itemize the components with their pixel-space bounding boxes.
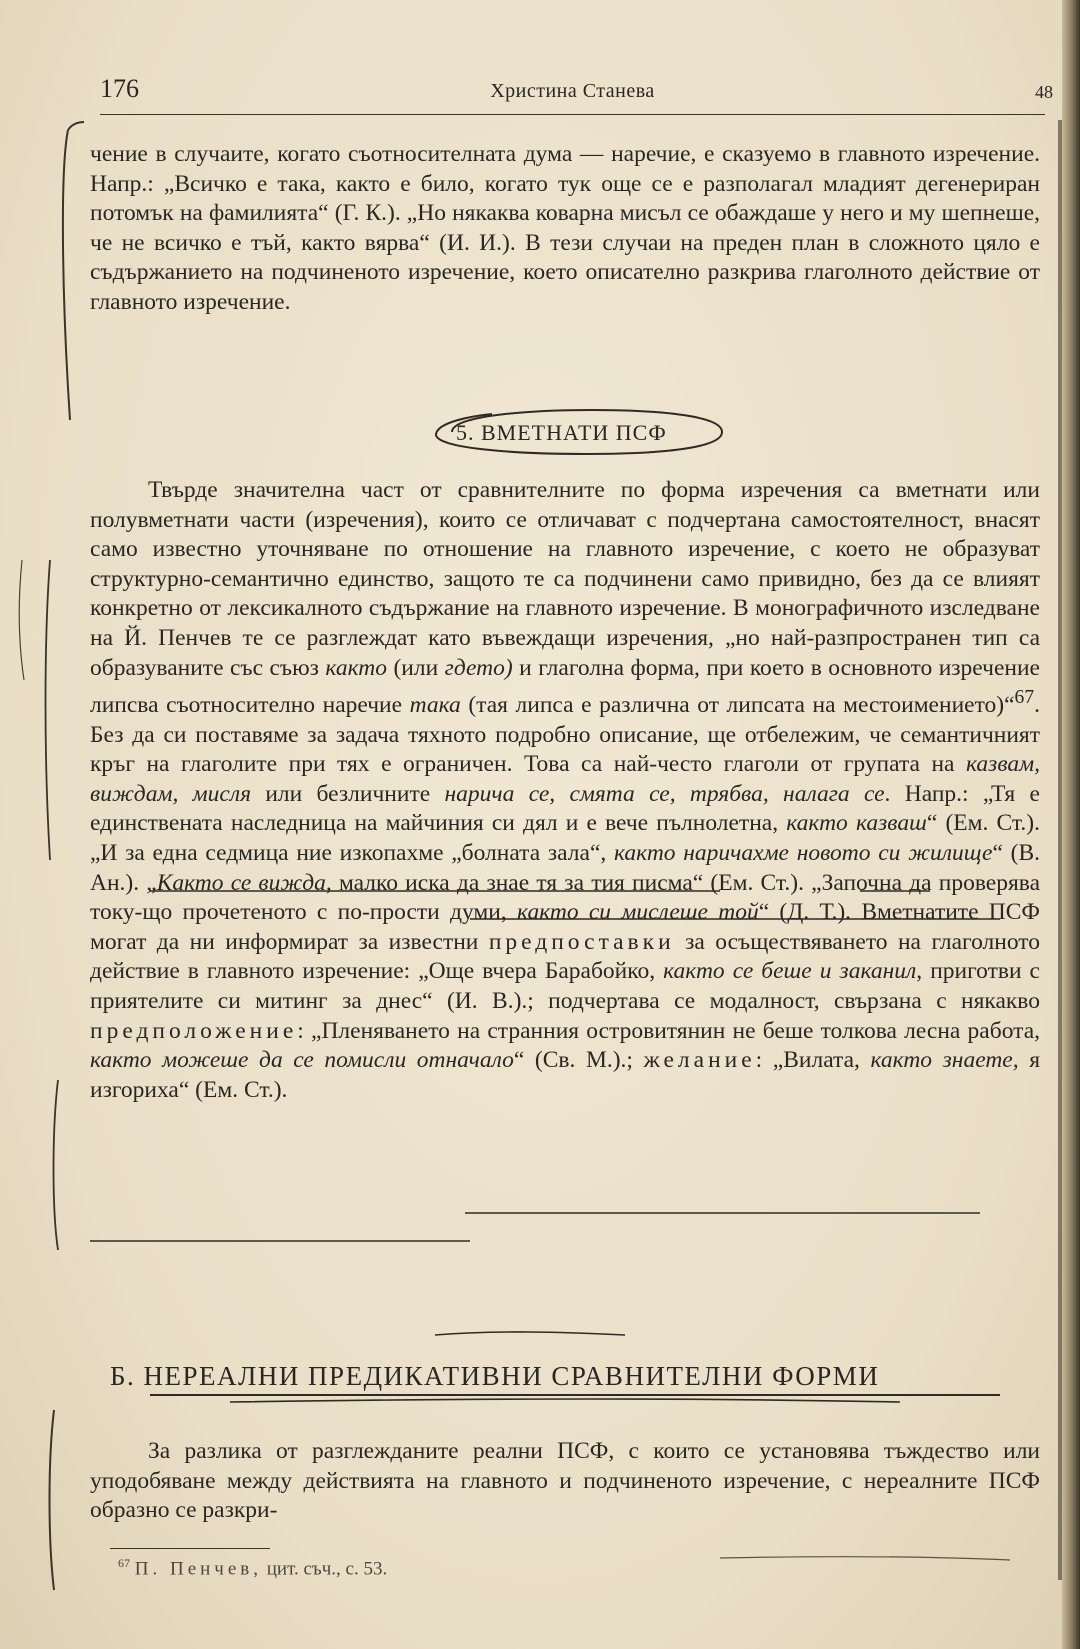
paragraph-text: чение в случаите, когато съотносителната дума — наречие, е сказуемо в главното изречение. Напр.: „Всичко е така, както е било, когато тук още се е разполагал младият дегенериран потомък на фамилията“ (Г. К.). „Но някаква коварна мисъл се обаждаше у него и му шепнеше, че не всичко е тъй, както вярва“ (И. И.). В тези случаи на преден план в сложното цяло е съдържанието на подчиненото изречение, което описателно разкрива глаголното действие от главното изречение. xyxy=(90,141,1040,315)
main-paragraph xyxy=(90,476,1040,1105)
page-edge-shadow xyxy=(1062,0,1080,1649)
italic-example: както знаете, xyxy=(870,1047,1019,1074)
header-rule xyxy=(100,114,1045,115)
text-run: “ (Ем. Ст.). „И за една седмица ние изкопахме „болната зала“, xyxy=(90,810,1040,866)
page-number: 176 xyxy=(100,74,139,103)
italic-term: казвам, виждам, мисля xyxy=(90,751,1040,807)
italic-term: наричa се, смята се, трябва, налага се xyxy=(444,780,885,807)
text-run: малко иска да знае тя за тия писма“ (Ем. Ст.). „Започна да проверява току-що прочетеното с по-прости думи, xyxy=(90,869,1040,926)
text-run: “ (Св. М.).; xyxy=(513,1047,644,1074)
adjacent-page-fragment: 48 xyxy=(1035,82,1053,102)
paragraph-text: За разлика от разглежданите реални ПСФ, с които се установява тъждество или уподобяване между действията на главното и подчиненото изречение, с нереалните ПСФ образно се разкри- xyxy=(90,1438,1040,1524)
text-run: за осъществяването на глаголното действие в главното изречение: „Още вчера Барабойко, xyxy=(90,928,1040,985)
italic-example: както си мислеше той xyxy=(517,899,759,926)
text-run: и глаголна форма, при което в основното изречение липсва съотносително наречие xyxy=(90,654,1040,718)
page-header xyxy=(100,72,1053,112)
italic-example: Както се вижда, xyxy=(156,869,332,896)
text-run: приготви с приятелите си митинг за днес“ (И. В.).; подчертава се модалност, свързана с някакво xyxy=(90,958,1040,1014)
text-run: . Напр.: „Тя е единствената наследница на майчиния си дял и е вече пълнолетна, xyxy=(90,780,1040,837)
italic-term: гдето) xyxy=(444,654,513,681)
text-run: (тая липса е различна от липсата на местоимението)“ xyxy=(460,691,1015,718)
footnote-number: 67 xyxy=(118,1556,130,1570)
footnote-reference: 67 xyxy=(1014,687,1035,709)
text-run: “ (В. Ан.). „ xyxy=(90,839,1040,896)
italic-example: както можеше да се помисли отначало xyxy=(90,1047,514,1074)
paragraph-continuation xyxy=(90,140,1040,318)
text-run: я изгориха“ (Ем. Ст.). xyxy=(90,1047,1041,1103)
text-run: (или xyxy=(386,654,445,681)
running-title: Христина Станева xyxy=(490,80,655,102)
footnote-author: П. Пенчев, xyxy=(134,1558,263,1580)
footnote-rule xyxy=(110,1548,270,1549)
italic-example: както казваш xyxy=(786,810,927,837)
section-heading-b: Б. НЕРЕАЛНИ ПРЕДИКАТИВНИ СРАВНИТЕЛНИ ФОРМИ xyxy=(110,1361,880,1391)
text-run: . Без да си поставяме за задача тяхното подробно описание, ще отбележим, че семантичният кръг на глаголите при тях е ограничен. Това са най-често глаголи от групата на xyxy=(90,691,1040,778)
text-run: “ (Д. Т.). Вметнатите ПСФ могат да ни информират за известни xyxy=(90,899,1040,955)
paragraph-body xyxy=(90,476,1040,1105)
binding-strip xyxy=(1058,120,1062,1580)
italic-example: както наричахме новото си жилище xyxy=(613,839,993,866)
spaced-term: предпоставки xyxy=(488,928,675,955)
spaced-term: желание xyxy=(643,1047,756,1074)
section-b-paragraph xyxy=(90,1437,1040,1526)
italic-term: както xyxy=(325,654,387,681)
italic-term: така xyxy=(409,691,461,718)
section-heading-5 xyxy=(440,414,740,454)
spaced-term: предположение xyxy=(90,1017,298,1044)
section-title: 5. ВМЕТНАТИ ПСФ xyxy=(456,420,667,445)
text-run: : „Вилата, xyxy=(755,1047,871,1074)
text-run: или безличните xyxy=(251,780,445,807)
footnote xyxy=(118,1556,387,1580)
text-run: Твърде значителна част от сравнителните по форма изречения са вметнати или полувметнати части (изречения), които се отличават с подчертана самостоятелност, внасят само известно уточняване по отношение на главното изречение, с което не образуват структурно-семантично единство, защото те са подчинени само привидно, без да се влияят конкретно от лексикалното съдържание на главното изречение. В монографичното изследване на Й. Пенчев те се разглеждат като въвеждащи изречения, „но най-разпространен тип са образуваните със съюз xyxy=(90,477,1040,681)
text-run: : „Пленяването на странния островитянин не беше толкова лесна работа, xyxy=(297,1017,1040,1044)
footnote-citation: цит. съч., с. 53. xyxy=(262,1558,388,1580)
italic-example: както се беше и заканил, xyxy=(663,958,923,985)
